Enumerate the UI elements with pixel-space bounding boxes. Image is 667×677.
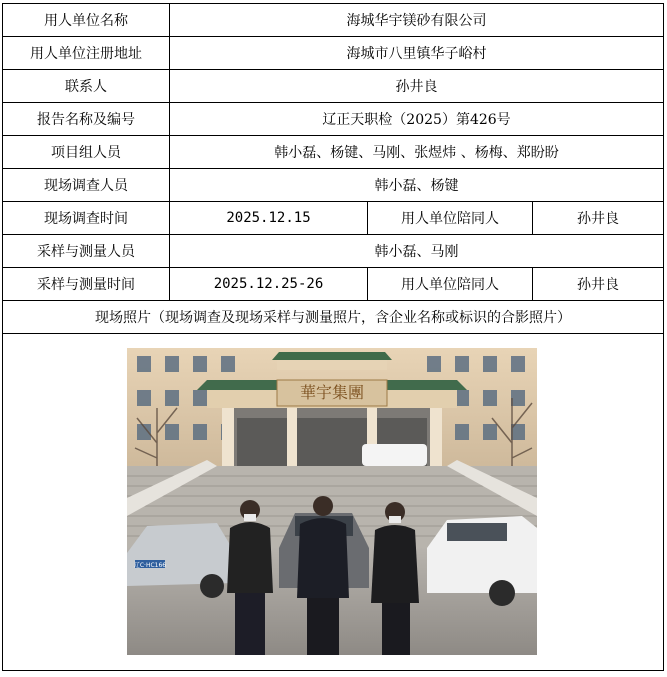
row-survey-staff <box>3 169 664 202</box>
survey-staff-value: 韩小磊、杨键 <box>170 169 664 202</box>
sampling-time-value: 2025.12.25-26 <box>170 268 368 301</box>
sampling-time-label: 采样与测量时间 <box>3 268 170 301</box>
photo-cell <box>3 334 664 671</box>
company-label: 用人单位名称 <box>3 4 170 37</box>
site-photo <box>127 348 537 655</box>
building-sign: 華宇集團 <box>299 383 365 402</box>
row-address <box>3 37 664 70</box>
survey-time-value: 2025.12.15 <box>170 202 368 235</box>
row-sampling-staff <box>3 235 664 268</box>
sampling-staff-label: 采样与测量人员 <box>3 235 170 268</box>
row-contact <box>3 70 664 103</box>
row-report <box>3 103 664 136</box>
sampling-escort-label: 用人单位陪同人 <box>368 268 533 301</box>
address-label: 用人单位注册地址 <box>3 37 170 70</box>
row-team <box>3 136 664 169</box>
survey-time-label: 现场调查时间 <box>3 202 170 235</box>
contact-value: 孙井良 <box>170 70 664 103</box>
row-sampling-time <box>3 268 664 301</box>
survey-staff-label: 现场调查人员 <box>3 169 170 202</box>
team-value: 韩小磊、杨键、马刚、张煜炜 、杨梅、郑盼盼 <box>170 136 664 169</box>
info-table <box>2 3 664 671</box>
sampling-escort-value: 孙井良 <box>533 268 664 301</box>
contact-label: 联系人 <box>3 70 170 103</box>
survey-escort-value: 孙井良 <box>533 202 664 235</box>
car-plate: 辽C·HC166 <box>133 562 167 569</box>
survey-escort-label: 用人单位陪同人 <box>368 202 533 235</box>
row-company <box>3 4 664 37</box>
team-label: 项目组人员 <box>3 136 170 169</box>
sampling-staff-value: 韩小磊、马刚 <box>170 235 664 268</box>
row-photo-header <box>3 301 664 334</box>
report-label: 报告名称及编号 <box>3 103 170 136</box>
address-value: 海城市八里镇华子峪村 <box>170 37 664 70</box>
report-value: 辽正天职检（2025）第426号 <box>170 103 664 136</box>
row-photo <box>3 334 664 671</box>
company-value: 海城华宇镁砂有限公司 <box>170 4 664 37</box>
photo-header: 现场照片（现场调查及现场采样与测量照片，含企业名称或标识的合影照片） <box>3 301 664 334</box>
row-survey-time <box>3 202 664 235</box>
